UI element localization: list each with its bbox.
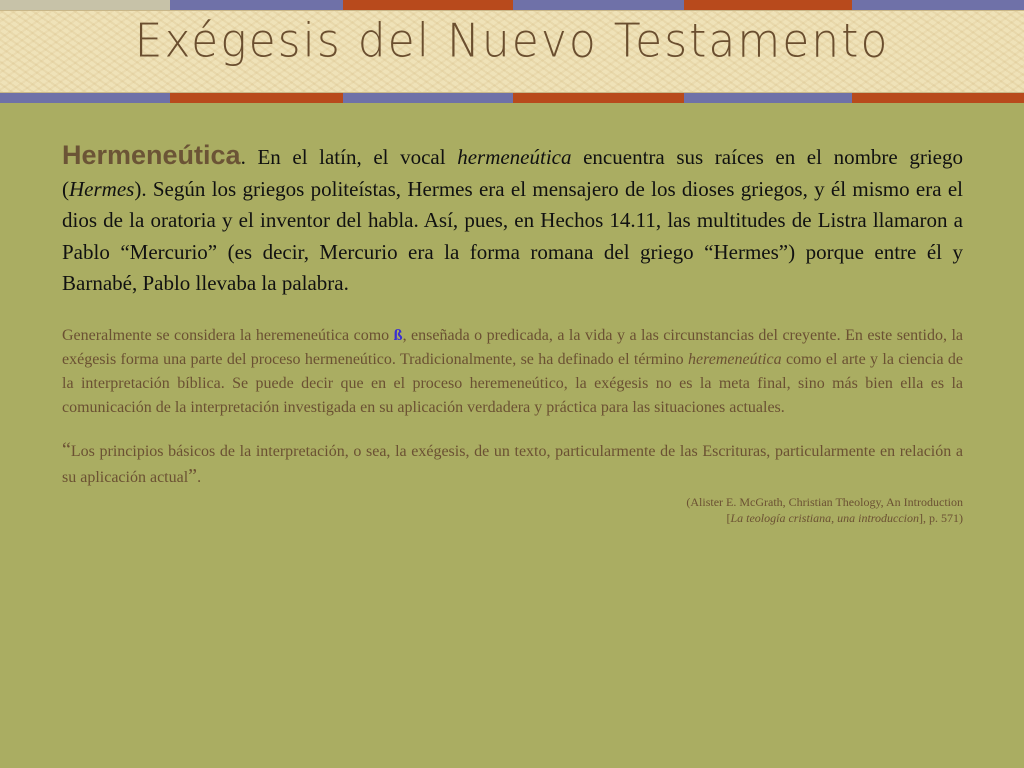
page-title: Exégesis del Nuevo Testamento — [134, 14, 890, 69]
stripe-segment — [513, 0, 684, 10]
close-quote: ” — [207, 239, 218, 264]
paragraph-text: . En el latín, el vocal — [240, 145, 458, 169]
hermeneutica-paragraph — [62, 140, 963, 300]
slide-body — [62, 140, 963, 526]
stripe-segment — [343, 0, 513, 10]
stripe-segment — [513, 93, 684, 103]
section-heading: Hermeneútica — [62, 140, 241, 170]
citation — [62, 494, 963, 526]
stripe-segment — [852, 93, 1024, 103]
paragraph-text: , enseñada o predicada, a la vida y a las circunstancias del creyente. En este sentido, la exégesis forma una parte del proceso hermeneútico. Tradicionalmente, se ha definado el término — [62, 326, 963, 368]
quote-end: . — [197, 468, 202, 486]
top-stripe — [0, 0, 1024, 10]
stripe-segment — [0, 0, 170, 10]
stripe-segment — [852, 0, 1024, 10]
block-quote — [62, 438, 963, 490]
emphasis-term: Hermes — [69, 176, 135, 201]
close-quote: ” — [188, 464, 198, 487]
emphasis-term: heremeneútica — [688, 350, 782, 368]
stripe-segment — [170, 93, 343, 103]
close-quote: ” — [778, 239, 789, 264]
stripe-segment — [684, 93, 852, 103]
open-quote: “ — [704, 239, 714, 264]
citation-line: (Alister E. McGrath, Christian Theology, An Introduction — [686, 494, 963, 509]
citation-title: La teología cristiana, una introduccion — [730, 510, 919, 525]
citation-line — [62, 510, 963, 526]
paragraph-text: como el arte y la ciencia de la interpretación bíblica. Se puede decir que en el proceso heremeneútico, la exégesis no es la meta final, sino más bien ella es la comunicación de la interpretación investigada en su aplicación verdadera y práctica para las situaciones actuales. — [62, 350, 964, 416]
quoted-word: Mercurio — [129, 239, 208, 264]
emphasis-term: hermeneútica — [457, 145, 572, 169]
open-quote: “ — [120, 239, 130, 264]
stripe-segment — [170, 0, 343, 10]
paragraph-text: encuentra sus raíces en el nombre griego ( — [62, 145, 963, 201]
stripe-segment — [684, 0, 852, 10]
beta-symbol: ß — [393, 326, 403, 344]
paragraph-text: ). Según los griegos politeístas, Hermes era el mensajero de los dioses griegos, y él mismo era el dios de la oratoria y el inventor del habla. Así, pues, en Hechos 14.11, las multitudes de Listra llamaron a Pablo — [62, 176, 963, 264]
paragraph-text: (es decir, Mercurio era la forma romana del griego — [217, 239, 705, 264]
citation-page: ], p. 571) — [919, 510, 963, 525]
open-quote: “ — [62, 438, 71, 461]
exegesis-paragraph — [62, 324, 963, 420]
citation-bracket: [ — [726, 510, 731, 525]
quoted-word: Hermes — [713, 239, 779, 264]
quote-text: Los principios básicos de la interpretación, o sea, la exégesis, de un texto, particularmente de las Escrituras, particularmente en relación a su aplicación actual — [62, 442, 963, 486]
stripe-segment — [343, 93, 513, 103]
stripe-segment — [0, 93, 170, 103]
bottom-stripe — [0, 93, 1024, 103]
paragraph-text: Generalmente se considera la heremeneútica como — [62, 326, 394, 344]
paragraph-text: ) porque entre él y Barnabé, Pablo llevaba la palabra. — [62, 239, 963, 295]
